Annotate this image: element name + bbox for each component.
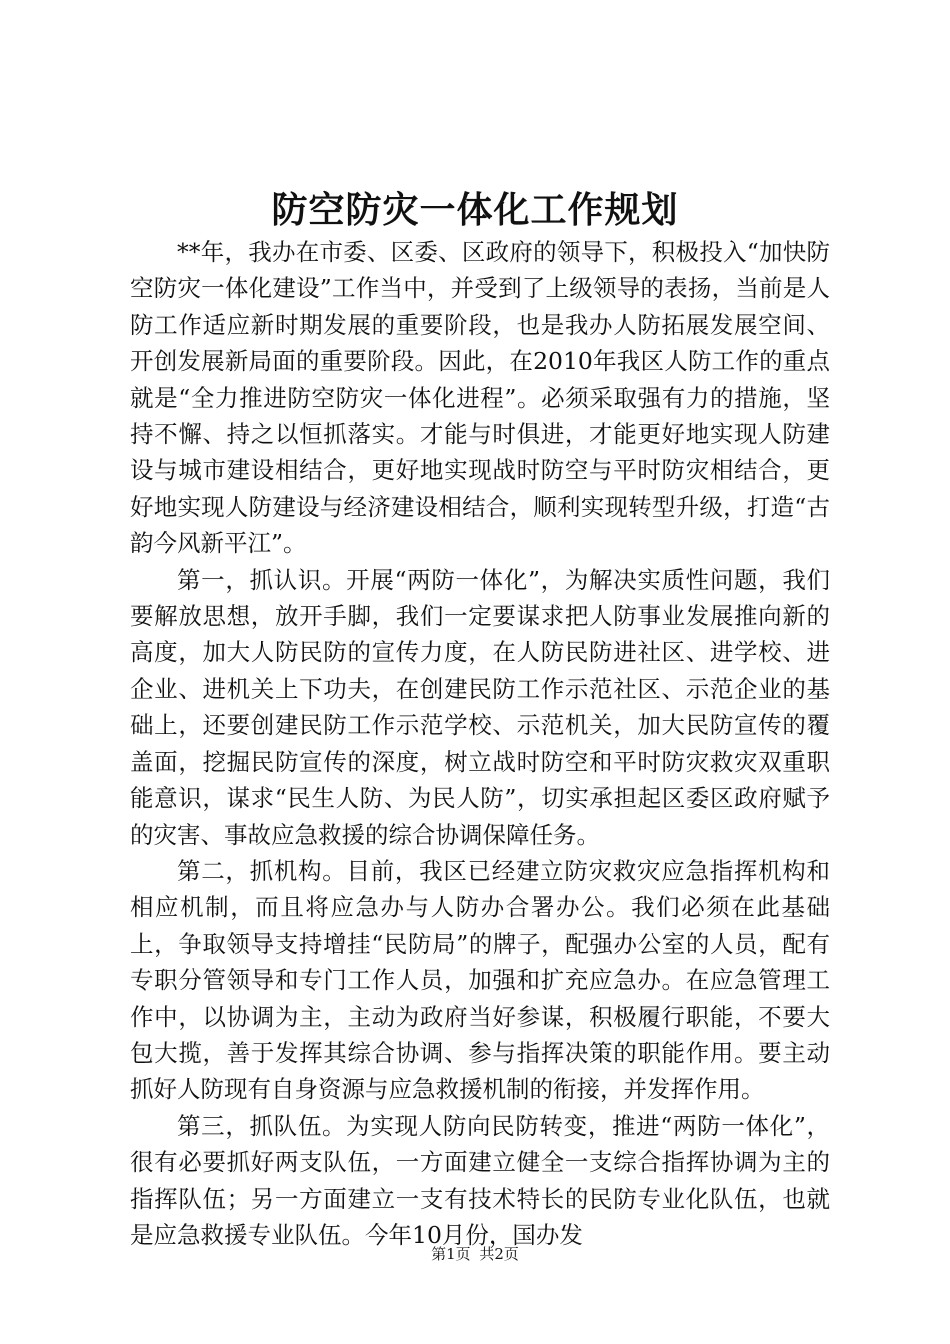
paragraph-intro: **年，我办在市委、区委、区政府的领导下，积极投入“加快防空防灾一体化建设”工作当中，并受到了上级领导的表扬，当前是人防工作适应新时期发展的重要阶段，也是我办人防拓展发展空间、开创发展新局面的重要阶段。因此，在2010年我区人防工作的重点就是“全力推进防空防灾一体化进程”。必须采取强有力的措施，坚持不懈、持之以恒抓落实。才能与时俱进，才能更好地实现人防建设与城市建设相结合，更好地实现战时防空与平时防灾相结合，更好地实现人防建设与经济建设相结合，顺利实现转型升级，打造“古韵今风新平江”。 [130,238,830,558]
paragraph-first-point: 第一，抓认识。开展“两防一体化”，为解决实质性问题，我们要解放思想，放开手脚，我们一定要谋求把人防事业发展推向新的高度，加大人防民防的宣传力度，在人防民防进社区、进学校、进企业、进机关上下功夫，在创建民防工作示范社区、示范企业的基础上，还要创建民防工作示范学校、示范机关，加大民防宣传的覆盖面，挖掘民防宣传的深度，树立战时防空和平时防灾救灾双重职能意识，谋求“民生人防、为民人防”，切实承担起区委区政府赋予的灾害、事故应急救援的综合协调保障任务。 [130,565,830,849]
page-total: 共2页 [479,1245,519,1263]
paragraph-second-point: 第二，抓机构。目前，我区已经建立防灾救灾应急指挥机构和相应机制，而且将应急办与人防办合署办公。我们必须在此基础上，争取领导支持增挂“民防局”的牌子，配强办公室的人员，配有专职分管领导和专门工作人员，加强和扩充应急办。在应急管理工作中，以协调为主，主动为政府当好参谋，积极履行职能，不要大包大揽，善于发挥其综合协调、参与指挥决策的职能作用。要主动抓好人防现有自身资源与应急救援机制的衔接，并发挥作用。 [130,856,830,1104]
page-footer [0,1244,950,1264]
paragraph-third-point: 第三，抓队伍。为实现人防向民防转变，推进“两防一体化”，很有必要抓好两支队伍，一方面建立健全一支综合指挥协调为主的指挥队伍；另一方面建立一支有技术特长的民防专业化队伍，也就是应急救援专业队伍。今年10月份，国办发 [130,1111,830,1249]
document-title: 防空防灾一体化工作规划 [271,189,679,231]
document-body [130,234,830,1253]
page-number: 第1页 [431,1245,471,1263]
